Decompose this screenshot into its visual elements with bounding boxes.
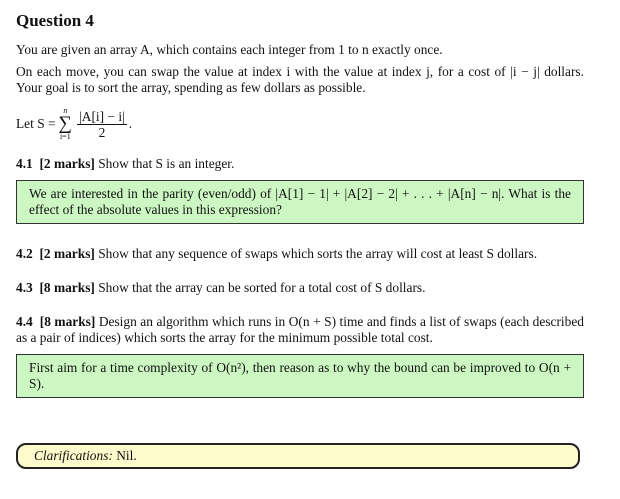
- fraction-numerator: |A[i] − i|: [79, 108, 125, 124]
- part-number: 4.1: [16, 156, 33, 171]
- clarifications-box: [16, 443, 580, 469]
- part-4-4: [16, 314, 584, 346]
- part-text: Design an algorithm which runs in O(n + S) time and finds a list of swaps (each described as a pair of indices) which sorts the array for the minimum possible total cost.: [16, 314, 584, 345]
- definition-prefix: Let S =: [16, 116, 56, 131]
- definition-formula: [16, 106, 584, 142]
- intro-paragraph-2: On each move, you can swap the value at index i with the value at index j, for a cost of |i − j| dollars. Your goal is to sort the array, spending as few dollars as possible.: [16, 64, 584, 95]
- part-marks: [2 marks]: [39, 156, 95, 171]
- part-4-1: [16, 156, 584, 172]
- question-page: [16, 10, 584, 398]
- hint-box-4-4: First aim for a time complexity of O(n²), then reason as to why the bound can be improved to O(n + S).: [16, 354, 584, 398]
- sum-upper-limit: n: [63, 106, 68, 115]
- summand-fraction: [77, 109, 127, 140]
- part-4-2: [16, 246, 584, 262]
- question-title: Question 4: [16, 11, 94, 30]
- hint-box-4-1: We are interested in the parity (even/odd) of |A[1] − 1| + |A[2] − 2| + . . . + |A[n] − n|. What is the effect of the absolute values in this expression?: [16, 180, 584, 224]
- summation-operator: [59, 107, 73, 141]
- part-number: 4.3: [16, 280, 33, 295]
- part-text: Show that any sequence of swaps which sorts the array will cost at least S dollars.: [98, 246, 538, 261]
- sum-lower-limit: i=1: [59, 132, 71, 141]
- part-marks: [2 marks]: [39, 246, 95, 261]
- fraction-denominator: 2: [98, 124, 106, 140]
- part-text: Show that the array can be sorted for a total cost of S dollars.: [98, 280, 426, 295]
- sigma-symbol: ∑: [58, 113, 73, 134]
- part-marks: [8 marks]: [39, 314, 96, 329]
- part-marks: [8 marks]: [39, 280, 95, 295]
- part-number: 4.2: [16, 246, 33, 261]
- definition-suffix: .: [128, 116, 133, 131]
- part-text: Show that S is an integer.: [98, 156, 235, 171]
- intro-paragraph-1: You are given an array A, which contains each integer from 1 to n exactly once.: [16, 42, 443, 57]
- part-4-3: [16, 280, 584, 296]
- clarifications-label: Clarifications:: [34, 448, 113, 463]
- part-number: 4.4: [16, 314, 33, 329]
- clarifications-value: Nil.: [116, 448, 137, 463]
